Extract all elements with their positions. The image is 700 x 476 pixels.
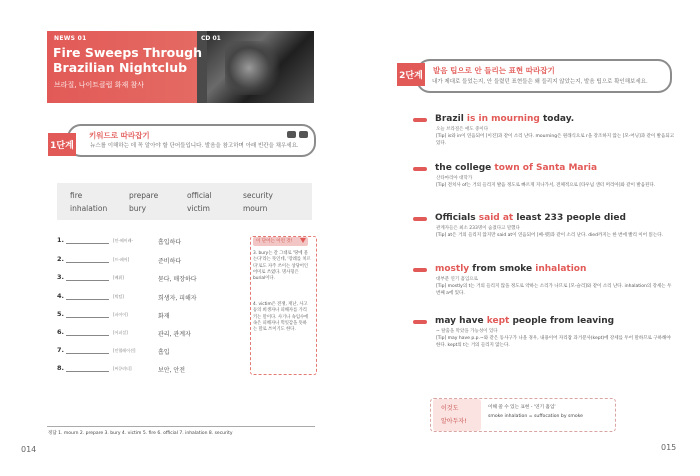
question-number: 5.: [57, 310, 64, 318]
phrase-tip: [Tip] mostly의 t는 거의 들리지 않을 정도로 약하는 소리가 나므로 [모-슬리]와 같이 소리 난다. inhalation의 강세는 두 번째 a에 있다.: [436, 284, 672, 296]
step2-badge: 2단계: [397, 63, 425, 86]
word-tip-text: 4. victim은 전쟁, 재난, 사고 등의 희생자나 피해자를 가리키는 말이다. 사기나 속임수에 속은 피해자나 먹잇감을 뜻하는 말로 쓰이기도 한다.: [253, 302, 309, 333]
answer-blank[interactable]: [66, 299, 109, 300]
cd-track: CD 01: [201, 35, 221, 42]
phrase-5: [435, 316, 614, 326]
step2-description: 내가 제대로 들었는지, 안 들렸던 표현들은 왜 들리지 않았는지, 발음 팁으로 확인해보세요.: [432, 79, 648, 85]
phrase-text: today.: [539, 114, 575, 124]
phrase-2: [435, 163, 597, 173]
answer-blank[interactable]: [66, 353, 109, 354]
phrase-3: [435, 213, 626, 223]
phrase-tip: [Tip] 전치사 of는 거의 들리지 발음 정도로 빠르게 지나가서, 전체적으로 [타우넙 샌터 머리아]와 같이 발음된다.: [436, 183, 656, 188]
bullet-marker: [413, 268, 427, 272]
bullet-marker: [413, 167, 427, 171]
pronunciation-hint: [빅텀]: [113, 294, 124, 299]
step1-badge: 1단계: [48, 133, 76, 156]
phrase-translation: 산타마리아 대학가: [436, 176, 473, 181]
extra-note-label: 알아두자!: [441, 418, 467, 425]
phrase-text: least 233 people died: [513, 213, 626, 223]
keyword: inhalation: [70, 204, 108, 213]
pronunciation-hint: [씨큐러티]: [113, 366, 132, 371]
bullet-marker: [413, 320, 427, 324]
phrase-translation: ~ 탈출을 막았을 가능성이 있다: [436, 329, 498, 334]
article-title: [53, 45, 223, 75]
phrase-text: Brazil: [435, 114, 467, 124]
phrase-text: people from leaving: [509, 316, 615, 326]
bullet-marker: [413, 118, 427, 122]
answer-blank[interactable]: [66, 335, 109, 336]
korean-meaning: 준비하다: [158, 258, 182, 265]
korean-meaning: 관리, 관계자: [158, 331, 191, 338]
keyword-box: [57, 183, 312, 220]
phrase-highlight: is in mourning: [466, 114, 540, 124]
answer-blank[interactable]: [66, 317, 109, 318]
pronunciation-hint: [프-페어]: [113, 257, 130, 262]
extra-note-text: smoke inhalation = suffocation by smoke: [488, 414, 584, 419]
divider: [47, 426, 315, 427]
fire-photo: [207, 31, 314, 103]
phrase-1: [435, 114, 574, 124]
phrase-translation: 오늘 브라질은 애도 중이다: [436, 127, 489, 132]
answer-blank[interactable]: [66, 371, 109, 372]
phrase-highlight: said at: [478, 213, 514, 223]
keyword: fire: [70, 191, 83, 200]
answer-blank[interactable]: [66, 243, 109, 244]
keyword: official: [187, 191, 212, 200]
keyword: bury: [129, 204, 147, 213]
question-number: 4.: [57, 292, 64, 300]
keyword: mourn: [243, 204, 268, 213]
pronunciation-hint: [인-헤이레-: [113, 238, 133, 243]
word-tip-header-text: 이 단어는 이런 것!: [256, 239, 293, 244]
korean-meaning: 흡입: [158, 349, 170, 356]
phrase-text: from smoke: [469, 264, 536, 274]
chevron-down-icon: [300, 238, 306, 243]
phrase-tip: [Tip] is와 in이 연음되어 [이진]과 같이 소리 난다. mourning은 원래식으로 r을 강조하지 않는 [모-어닝]과 같이 발음되고 있다.: [436, 134, 675, 146]
korean-meaning: 묻다, 매장하다: [158, 276, 197, 283]
note-icon: [299, 131, 308, 138]
step1-description: 뉴스를 이해하는 데 꼭 알아야 할 단어들입니다. 발음을 참고하며 아래 빈칸을 채우세요.: [90, 143, 299, 149]
keyword: security: [243, 191, 273, 200]
question-number: 2.: [57, 255, 64, 263]
answer-blank[interactable]: [66, 280, 109, 281]
question-number: 1.: [57, 236, 64, 244]
answer-blank[interactable]: [66, 262, 109, 263]
answer-key: 정답 1. mourn 2. prepare 3. bury 4. victim 5. fire 6. official 7. inhalation 8. security: [48, 431, 233, 436]
phrase-highlight: town of Santa Maria: [494, 163, 598, 173]
extra-note-label: 이것도: [441, 405, 459, 412]
phrase-tip: [Tip] may have p.p.~와 같은 동사구가 나올 경우, 내용이어 자리잡 과거분사(kept)에 강세를 두어 말하므로 구하해야 한다. kept의 t는 거의 들리지 않는다.: [436, 336, 671, 348]
phrase-translation: 관계자들은 최소 233명이 숨졌다고 말했다: [436, 226, 520, 231]
pronunciation-hint: [인헬레이션]: [113, 348, 136, 353]
keyword: prepare: [129, 191, 159, 200]
news-number: NEWS 01: [54, 35, 87, 42]
bullet-marker: [413, 217, 427, 221]
phrase-highlight: mostly: [435, 264, 470, 274]
question-number: 7.: [57, 346, 64, 354]
phrase-highlight: kept: [486, 316, 510, 326]
step2-title: 발음 팁으로 안 들리는 표현 따라잡기: [433, 66, 555, 75]
question-number: 6.: [57, 328, 64, 336]
korean-meaning: 보안, 안전: [158, 367, 185, 374]
article-subtitle: 브라질, 나이트클럽 화재 참사: [54, 81, 145, 89]
korean-meaning: 희생자, 피해자: [158, 295, 197, 302]
phrase-translation: 대부분 연기 흡입으로: [436, 277, 478, 282]
phrase-highlight: inhalation: [535, 264, 587, 274]
question-number: 8.: [57, 364, 64, 372]
phrase-tip: [Tip] at은 거의 들리지 않지만 said at이 연음되어 [쎄-렛]과 같이 소리 난다. died까지는 한 번에 빨리 이어 읽는다.: [436, 233, 664, 238]
extra-note-text: 이해 쓸 수 있는 표현 - '연기 흡입': [488, 405, 556, 410]
phrase-text: Officials: [435, 213, 479, 223]
cd-icon: [287, 131, 296, 138]
korean-meaning: 화재: [158, 313, 170, 320]
page-number-right: 015: [661, 443, 677, 452]
pronunciation-hint: [파이어]: [113, 312, 128, 317]
phrase-4: [435, 264, 586, 274]
question-number: 3.: [57, 273, 64, 281]
phrase-text: the college: [435, 163, 495, 173]
pronunciation-hint: [베뤼]: [113, 275, 124, 280]
title-line-2: Brazilian Nightclub: [53, 60, 188, 75]
step1-title: 키워드로 따라잡기: [89, 131, 150, 140]
pronunciation-hint: [어피셜]: [113, 330, 128, 335]
korean-meaning: 흡입하다: [158, 239, 182, 246]
keyword: victim: [187, 204, 210, 213]
page-number-left: 014: [21, 445, 37, 454]
phrase-text: may have: [435, 316, 487, 326]
word-tip-text: 3. bury는 갈 그대로 '땅에 묻는다'라는 뜻인데, '장례를 치르다'로도 자주 쓰이는 상당어인 어미로 쓰였다. 명사형은 burial이다.: [253, 251, 311, 282]
title-line-1: Fire Sweeps Through: [53, 45, 202, 60]
